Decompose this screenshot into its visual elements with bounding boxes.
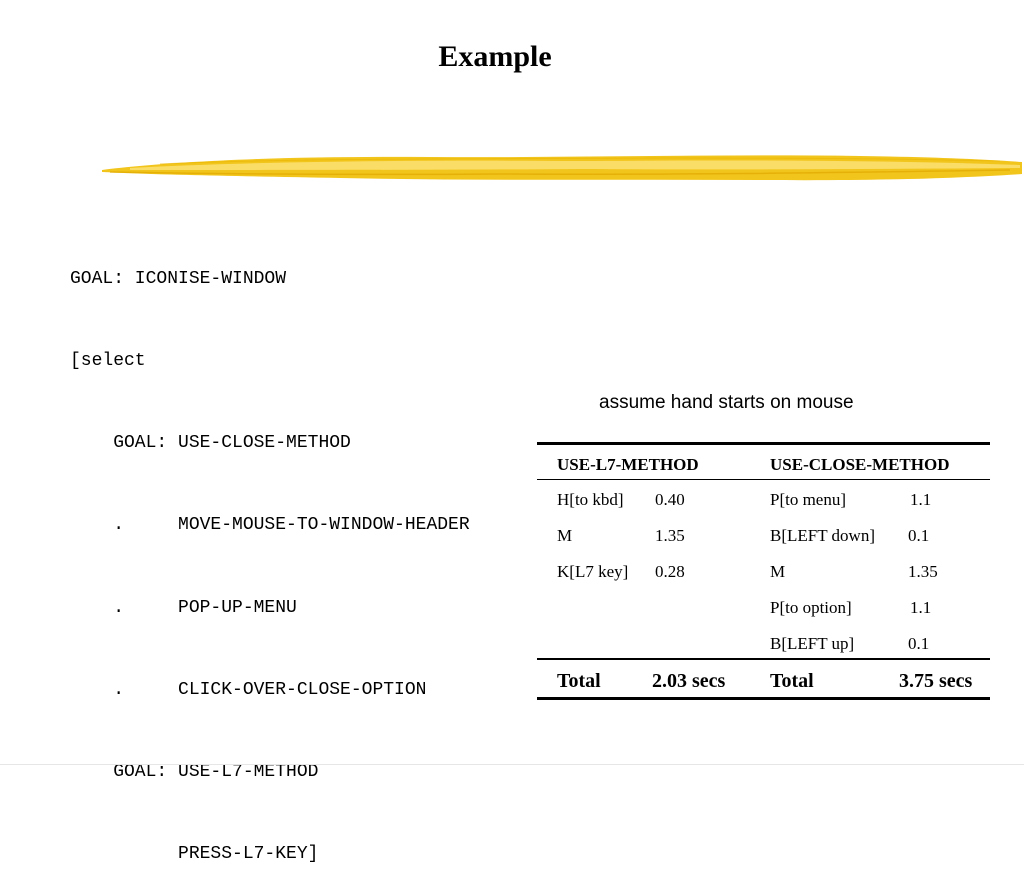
left-time: 1.35 bbox=[655, 526, 685, 545]
code-line: [select bbox=[70, 351, 146, 372]
slide-title: Example bbox=[438, 40, 552, 73]
code-line: . POP-UP-MENU bbox=[70, 597, 297, 618]
left-op: M bbox=[557, 526, 573, 545]
timing-table bbox=[537, 442, 990, 700]
right-time: 1.35 bbox=[908, 562, 938, 581]
code-line: GOAL: USE-CLOSE-METHOD bbox=[70, 433, 351, 454]
left-op: H[to kbd] bbox=[557, 490, 624, 509]
yellow-brush-stroke bbox=[100, 148, 1024, 188]
code-line: . MOVE-MOUSE-TO-WINDOW-HEADER bbox=[70, 515, 470, 536]
right-total-value: 3.75 secs bbox=[899, 670, 973, 692]
left-time: 0.28 bbox=[655, 562, 685, 581]
goms-code-block bbox=[70, 211, 470, 896]
left-op: K[L7 key] bbox=[557, 562, 629, 581]
left-total-value: 2.03 secs bbox=[652, 670, 726, 692]
right-total-label: Total bbox=[770, 670, 814, 692]
right-op: P[to option] bbox=[770, 598, 852, 617]
assumption-note: assume hand starts on mouse bbox=[599, 392, 854, 413]
right-op: B[LEFT up] bbox=[770, 634, 855, 653]
right-op: P[to menu] bbox=[770, 490, 847, 509]
code-line: GOAL: ICONISE-WINDOW bbox=[70, 268, 287, 289]
right-op: B[LEFT down] bbox=[770, 526, 875, 545]
header-divider bbox=[537, 479, 990, 480]
left-time: 0.40 bbox=[655, 490, 685, 509]
right-op: M bbox=[770, 562, 786, 581]
right-time: 0.1 bbox=[908, 526, 930, 545]
right-time: 1.1 bbox=[910, 598, 932, 617]
code-line: PRESS-L7-KEY] bbox=[70, 844, 319, 865]
code-line: GOAL: USE-L7-METHOD bbox=[70, 762, 319, 783]
footer-divider bbox=[0, 764, 1024, 765]
code-line: . CLICK-OVER-CLOSE-OPTION bbox=[70, 679, 427, 700]
left-total-label: Total bbox=[557, 670, 601, 692]
right-time: 1.1 bbox=[910, 490, 932, 509]
right-time: 0.1 bbox=[908, 634, 930, 653]
right-column-header: USE-CLOSE-METHOD bbox=[770, 455, 950, 474]
left-column-header: USE-L7-METHOD bbox=[557, 455, 699, 474]
total-divider bbox=[537, 658, 990, 660]
